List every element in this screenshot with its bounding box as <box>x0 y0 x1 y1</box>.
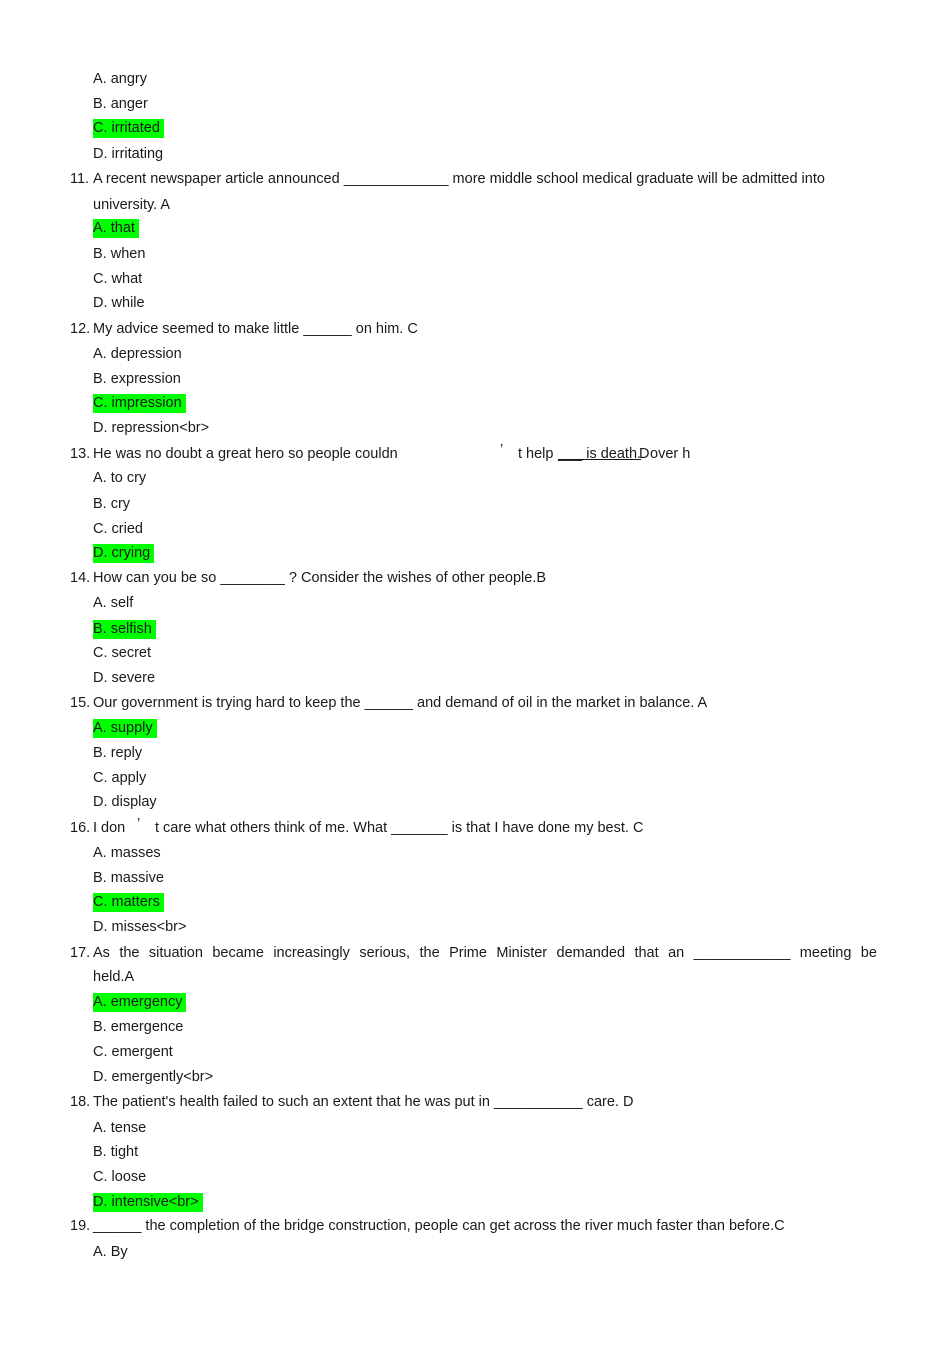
option-d: D. display <box>93 794 157 810</box>
option-a: A. tense <box>93 1120 147 1136</box>
option-d-correct <box>93 543 154 563</box>
option-b: B. reply <box>93 745 143 761</box>
word: the <box>419 945 440 961</box>
question-text-continued: held.A <box>93 969 135 985</box>
question-text <box>93 943 877 963</box>
word: that <box>634 945 659 961</box>
option-a: A. angry <box>93 71 147 87</box>
question-text: He was no doubt a great hero so people couldn <box>93 446 398 462</box>
word: Minister <box>496 945 548 961</box>
question-text-continued: university. A <box>93 197 171 213</box>
word: the <box>119 945 140 961</box>
option-b: B. cry <box>93 496 131 512</box>
option-a: A. depression <box>93 346 182 362</box>
question-text-part: over h <box>650 446 691 462</box>
question-number: 14. <box>70 570 91 586</box>
blank: ___ is death. <box>558 446 642 462</box>
answer-highlight: C. impression <box>93 394 186 413</box>
word: an <box>668 945 685 961</box>
option-c-correct <box>93 892 164 912</box>
option-b: B. when <box>93 246 146 262</box>
question-number: 16. <box>70 820 91 836</box>
question-text-part: t care what others think of me. What _______ is that I have done my best. C <box>155 820 644 836</box>
option-b: B. expression <box>93 371 181 387</box>
option-c: C. secret <box>93 645 152 661</box>
question-number: 18. <box>70 1094 91 1110</box>
option-b: B. anger <box>93 96 148 112</box>
option-d-correct <box>93 1192 203 1212</box>
word: As <box>93 945 110 961</box>
option-c: C. cried <box>93 521 143 537</box>
word: increasingly <box>273 945 350 961</box>
question-text: A recent newspaper article announced _____________ more middle school medical graduate will be admitted into <box>93 171 825 187</box>
option-a: A. masses <box>93 845 161 861</box>
option-a-correct <box>93 718 157 738</box>
answer-highlight: C. irritated <box>93 119 164 138</box>
question-number: 15. <box>70 695 91 711</box>
answer-highlight: D. crying <box>93 544 154 563</box>
question-number: 12. <box>70 321 91 337</box>
option-d: D. repression<br> <box>93 420 210 436</box>
option-b: B. emergence <box>93 1019 184 1035</box>
question-answer-letter: D <box>639 446 650 462</box>
word: be <box>860 945 877 961</box>
answer-highlight: C. matters <box>93 893 164 912</box>
answer-highlight: A. supply <box>93 719 157 738</box>
option-a: A. By <box>93 1244 128 1260</box>
option-b-correct <box>93 619 156 639</box>
option-a: A. self <box>93 595 134 611</box>
option-c: C. loose <box>93 1169 147 1185</box>
answer-highlight: B. selfish <box>93 620 156 639</box>
word: meeting <box>799 945 852 961</box>
question-text: I don <box>93 820 126 836</box>
answer-highlight: A. that <box>93 219 139 238</box>
option-b: B. tight <box>93 1144 139 1160</box>
question-text: Our government is trying hard to keep the ______ and demand of oil in the market in balance. A <box>93 695 708 711</box>
word: demanded <box>556 945 626 961</box>
question-number: 13. <box>70 446 91 462</box>
question-text: ______ the completion of the bridge construction, people can get across the river much faster than before.C <box>93 1218 785 1234</box>
word: serious, <box>359 945 411 961</box>
question-text-part: t help <box>518 446 554 462</box>
option-b: B. massive <box>93 870 164 886</box>
apostrophe: ’ <box>137 816 141 832</box>
question-number: 17. <box>70 945 91 961</box>
option-a-correct <box>93 992 186 1012</box>
word: became <box>212 945 264 961</box>
question-number: 19. <box>70 1218 91 1234</box>
question-text: My advice seemed to make little ______ on him. C <box>93 321 418 337</box>
word: situation <box>148 945 203 961</box>
option-c-correct <box>93 118 164 138</box>
option-c: C. what <box>93 271 143 287</box>
option-a-correct <box>93 218 139 238</box>
word: Prime <box>449 945 487 961</box>
option-c: C. emergent <box>93 1044 173 1060</box>
option-c: C. apply <box>93 770 147 786</box>
option-d: D. while <box>93 295 145 311</box>
option-d: D. emergently<br> <box>93 1069 214 1085</box>
answer-highlight: D. intensive<br> <box>93 1193 203 1212</box>
question-text: How can you be so ________ ? Consider the wishes of other people.B <box>93 570 547 586</box>
option-d: D. misses<br> <box>93 919 187 935</box>
option-d: D. irritating <box>93 146 164 162</box>
option-a: A. to cry <box>93 470 147 486</box>
answer-highlight: A. emergency <box>93 993 186 1012</box>
apostrophe: ’ <box>500 442 504 458</box>
question-number: 11. <box>70 171 90 187</box>
question-text: The patient's health failed to such an extent that he was put in ___________ care. D <box>93 1094 634 1110</box>
blank: ____________ <box>693 945 791 961</box>
option-c-correct <box>93 393 186 413</box>
option-d: D. severe <box>93 670 156 686</box>
